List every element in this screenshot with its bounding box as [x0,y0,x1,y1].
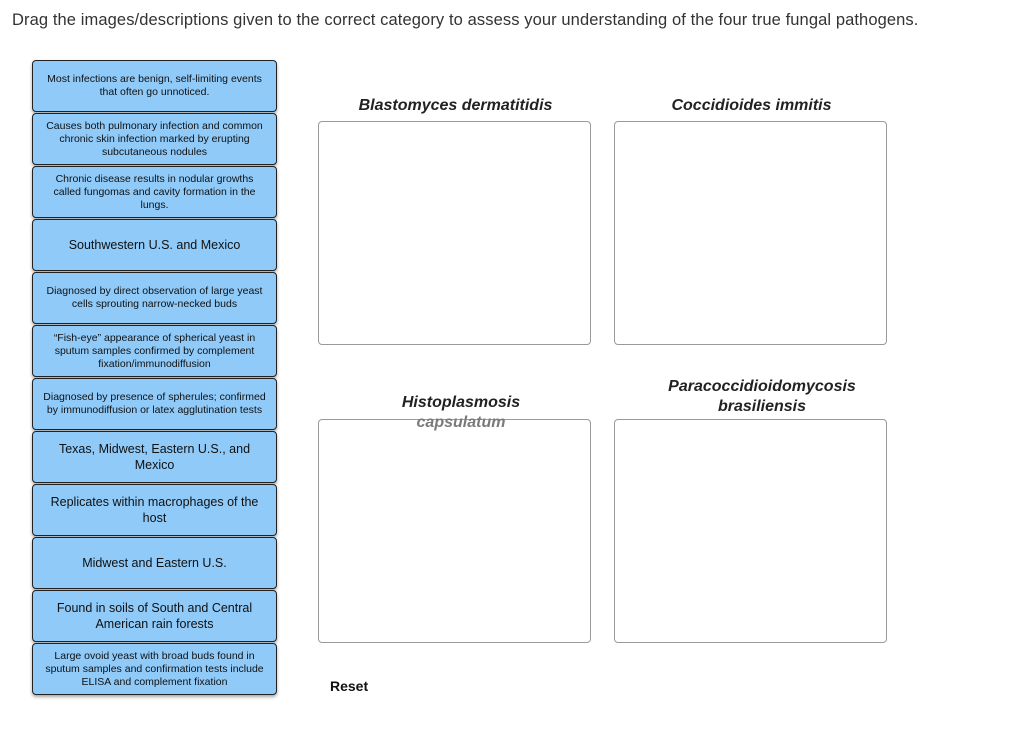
draggable-card[interactable] [32,643,277,695]
reset-button[interactable]: Reset [330,678,369,694]
draggable-card[interactable] [32,219,277,271]
category-title-histoplasmosis: Histoplasmosis [401,394,521,411]
dropzone-histoplasmosis[interactable] [318,419,591,643]
category-title-paracoccidioides [614,377,910,417]
card-text: Causes both pulmonary infection and common chronic skin infection marked by erupting subcutaneous nodules [46,119,263,158]
card-text: Most infections are benign, self-limiting events that often go unnoticed. [47,73,262,98]
card-text: Southwestern U.S. and Mexico [68,238,241,252]
card-text: Texas, Midwest, Eastern U.S., and Mexico [58,442,251,472]
draggable-card[interactable] [32,431,277,483]
dropzone-blastomyces[interactable] [318,121,591,345]
draggable-card[interactable] [32,60,277,112]
draggable-card[interactable] [32,272,277,324]
draggable-card[interactable] [32,166,277,218]
category-title-coccidioides: Coccidioides immitis [671,97,832,114]
card-text: Large ovoid yeast with broad buds found in sputum samples and confirmation tests include ELISA and complement fixation [45,649,264,688]
category-title-line2: brasiliensis [717,398,807,415]
card-text: Diagnosed by presence of spherules; confirmed by immunodiffusion or latex agglutination tests [43,391,266,416]
card-text: Diagnosed by direct observation of large yeast cells sprouting narrow-necked buds [46,285,263,310]
draggable-card[interactable] [32,537,277,589]
draggable-card[interactable] [32,484,277,536]
card-text: Midwest and Eastern U.S. [82,556,227,570]
card-text: Found in soils of South and Central American rain forests [56,601,253,631]
draggable-card[interactable] [32,378,277,430]
card-text: “Fish-eye” appearance of spherical yeast in sputum samples confirmed by complement fixation/immunodiffusion [53,331,256,370]
dropzone-paracoccidioides[interactable] [614,419,887,643]
draggable-card[interactable] [32,113,277,165]
dragging-ghost-text: capsulatum [416,414,506,431]
instructions-text: Drag the images/descriptions given to the correct category to assess your understanding of the four true fungal pathogens. [12,11,919,29]
category-title-blastomyces: Blastomyces dermatitidis [358,97,553,114]
category-title-line1: Paracoccidioidomycosis [668,378,856,395]
draggable-card[interactable] [32,590,277,642]
card-text: Replicates within macrophages of the host [50,495,259,525]
dropzone-coccidioides[interactable] [614,121,887,345]
draggable-card[interactable] [32,325,277,377]
card-text: Chronic disease results in nodular growths called fungomas and cavity formation in the lungs. [53,172,256,211]
